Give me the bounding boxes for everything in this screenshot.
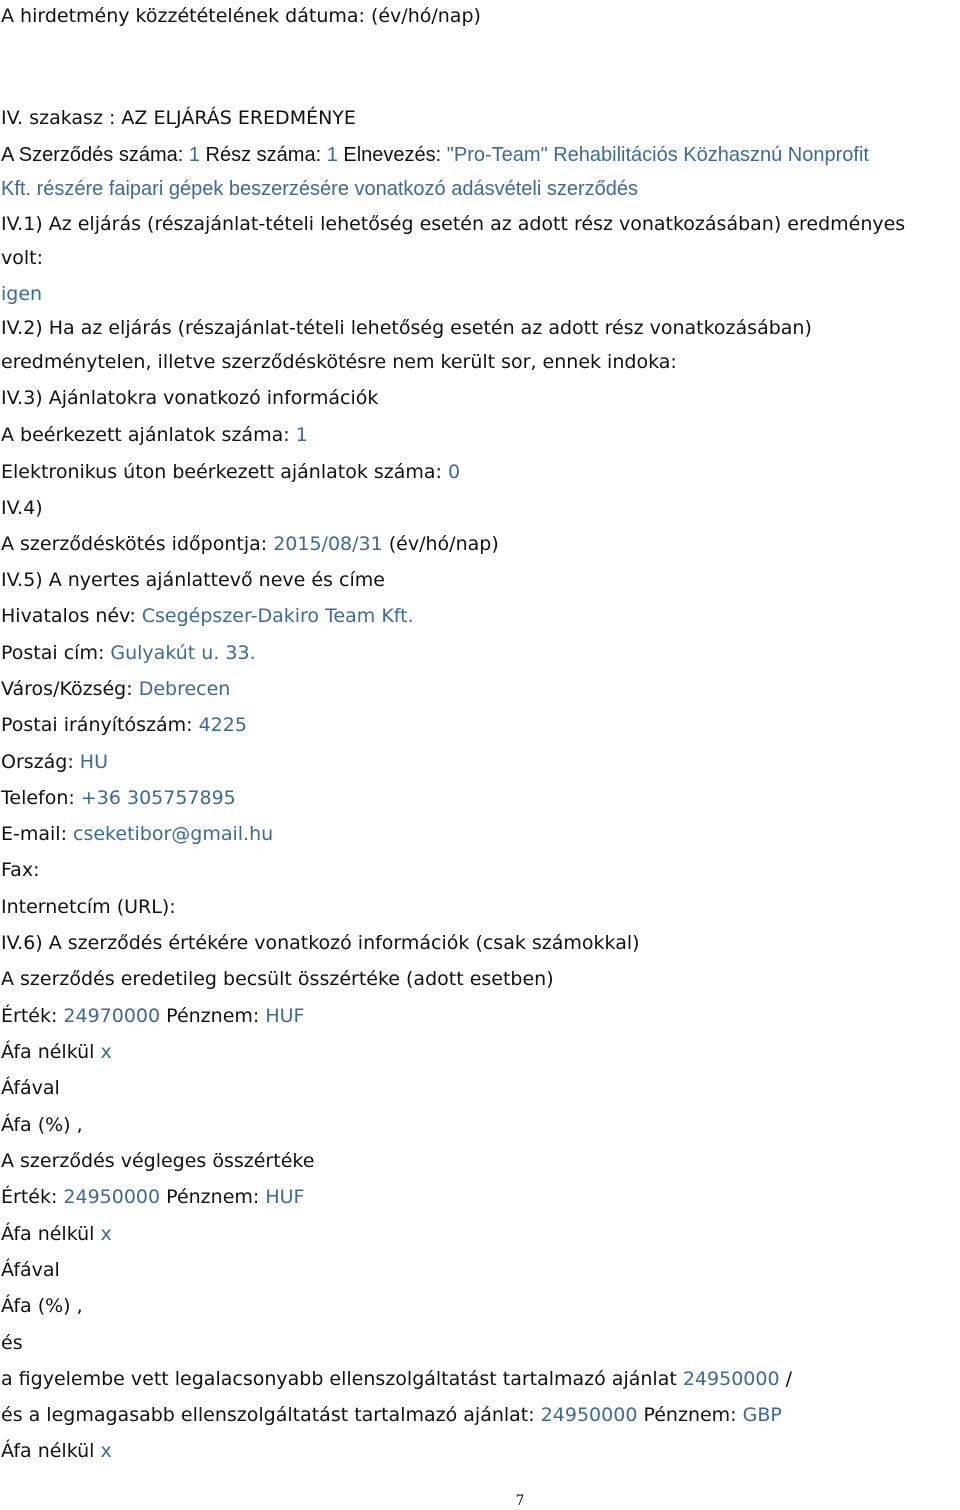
- final-value-heading: A szerződés végleges összértéke: [1, 1150, 315, 1172]
- iv1-question: IV.1) Az eljárás (részajánlat-tételi lehetőség esetén az adott rész vonatkozásában) eredményes: [1, 213, 906, 235]
- fax: Fax:: [1, 859, 40, 881]
- estimated-vat-percent: Áfa (%) ,: [1, 1114, 83, 1136]
- iv6-heading: IV.6) A szerződés értékére vonatkozó információk (csak számokkal): [1, 932, 640, 954]
- city: Város/Község: Debrecen: [1, 678, 231, 700]
- country: Ország: HU: [1, 751, 108, 773]
- url: Internetcím (URL):: [1, 896, 176, 918]
- iv2-question: IV.2) Ha az eljárás (részajánlat-tételi lehetőség esetén az adott rész vonatkozásában): [1, 317, 812, 339]
- iv4-heading: IV.4): [1, 497, 43, 519]
- publication-date-label: A hirdetmény közzétételének dátuma: (év/hó/nap): [1, 5, 481, 27]
- contract-date: A szerződéskötés időpontja: 2015/08/31 (év/hó/nap): [1, 533, 499, 555]
- official-name: Hivatalos név: Csegépszer-Dakiro Team Kft.: [1, 605, 414, 627]
- postal-code: Postai irányítószám: 4225: [1, 714, 247, 736]
- lowest-offer: a figyelembe vett legalacsonyabb ellenszolgáltatást tartalmazó ajánlat 24950000 /: [1, 1368, 793, 1390]
- section-heading: IV. szakasz : AZ ELJÁRÁS EREDMÉNYE: [1, 107, 356, 129]
- iv1-question-cont: volt:: [1, 247, 43, 269]
- and-label: és: [1, 1332, 23, 1354]
- email: E-mail: cseketibor@gmail.hu: [1, 823, 274, 845]
- estimated-without-vat: Áfa nélkül x: [1, 1041, 112, 1063]
- offers-count: A beérkezett ajánlatok száma: 1: [1, 424, 308, 446]
- iv2-question-cont: eredménytelen, illetve szerződéskötésre nem került sor, ennek indoka:: [1, 351, 677, 373]
- iv1-answer: igen: [1, 283, 43, 305]
- iv5-heading: IV.5) A nyertes ajánlattevő neve és címe: [1, 569, 385, 591]
- page-number: 7: [515, 1493, 525, 1509]
- final-without-vat: Áfa nélkül x: [1, 1223, 112, 1245]
- final-vat-percent: Áfa (%) ,: [1, 1295, 83, 1317]
- postal-address: Postai cím: Gulyakút u. 33.: [1, 642, 256, 664]
- electronic-offers-count: Elektronikus úton beérkezett ajánlatok száma: 0: [1, 461, 461, 483]
- estimated-value: Érték: 24970000 Pénznem: HUF: [1, 1005, 305, 1027]
- final-value: Érték: 24950000 Pénznem: HUF: [1, 1186, 305, 1208]
- contract-name-continued: Kft. részére faipari gépek beszerzésére vonatkozó adásvételi szerződés: [1, 178, 639, 200]
- contract-number-line: A Szerződés száma: 1 Rész száma: 1 Elnevezés: "Pro-Team" Rehabilitációs Közhasznú Nonprofit: [1, 144, 869, 166]
- highest-offer: és a legmagasabb ellenszolgáltatást tartalmazó ajánlat: 24950000 Pénznem: GBP: [1, 1404, 782, 1426]
- estimated-value-heading: A szerződés eredetileg becsült összértéke (adott esetben): [1, 968, 554, 990]
- phone: Telefon: +36 305757895: [1, 787, 236, 809]
- estimated-with-vat: Áfával: [1, 1077, 60, 1099]
- offer-without-vat: Áfa nélkül x: [1, 1440, 112, 1462]
- final-with-vat: Áfával: [1, 1259, 60, 1281]
- iv3-heading: IV.3) Ajánlatokra vonatkozó információk: [1, 387, 379, 409]
